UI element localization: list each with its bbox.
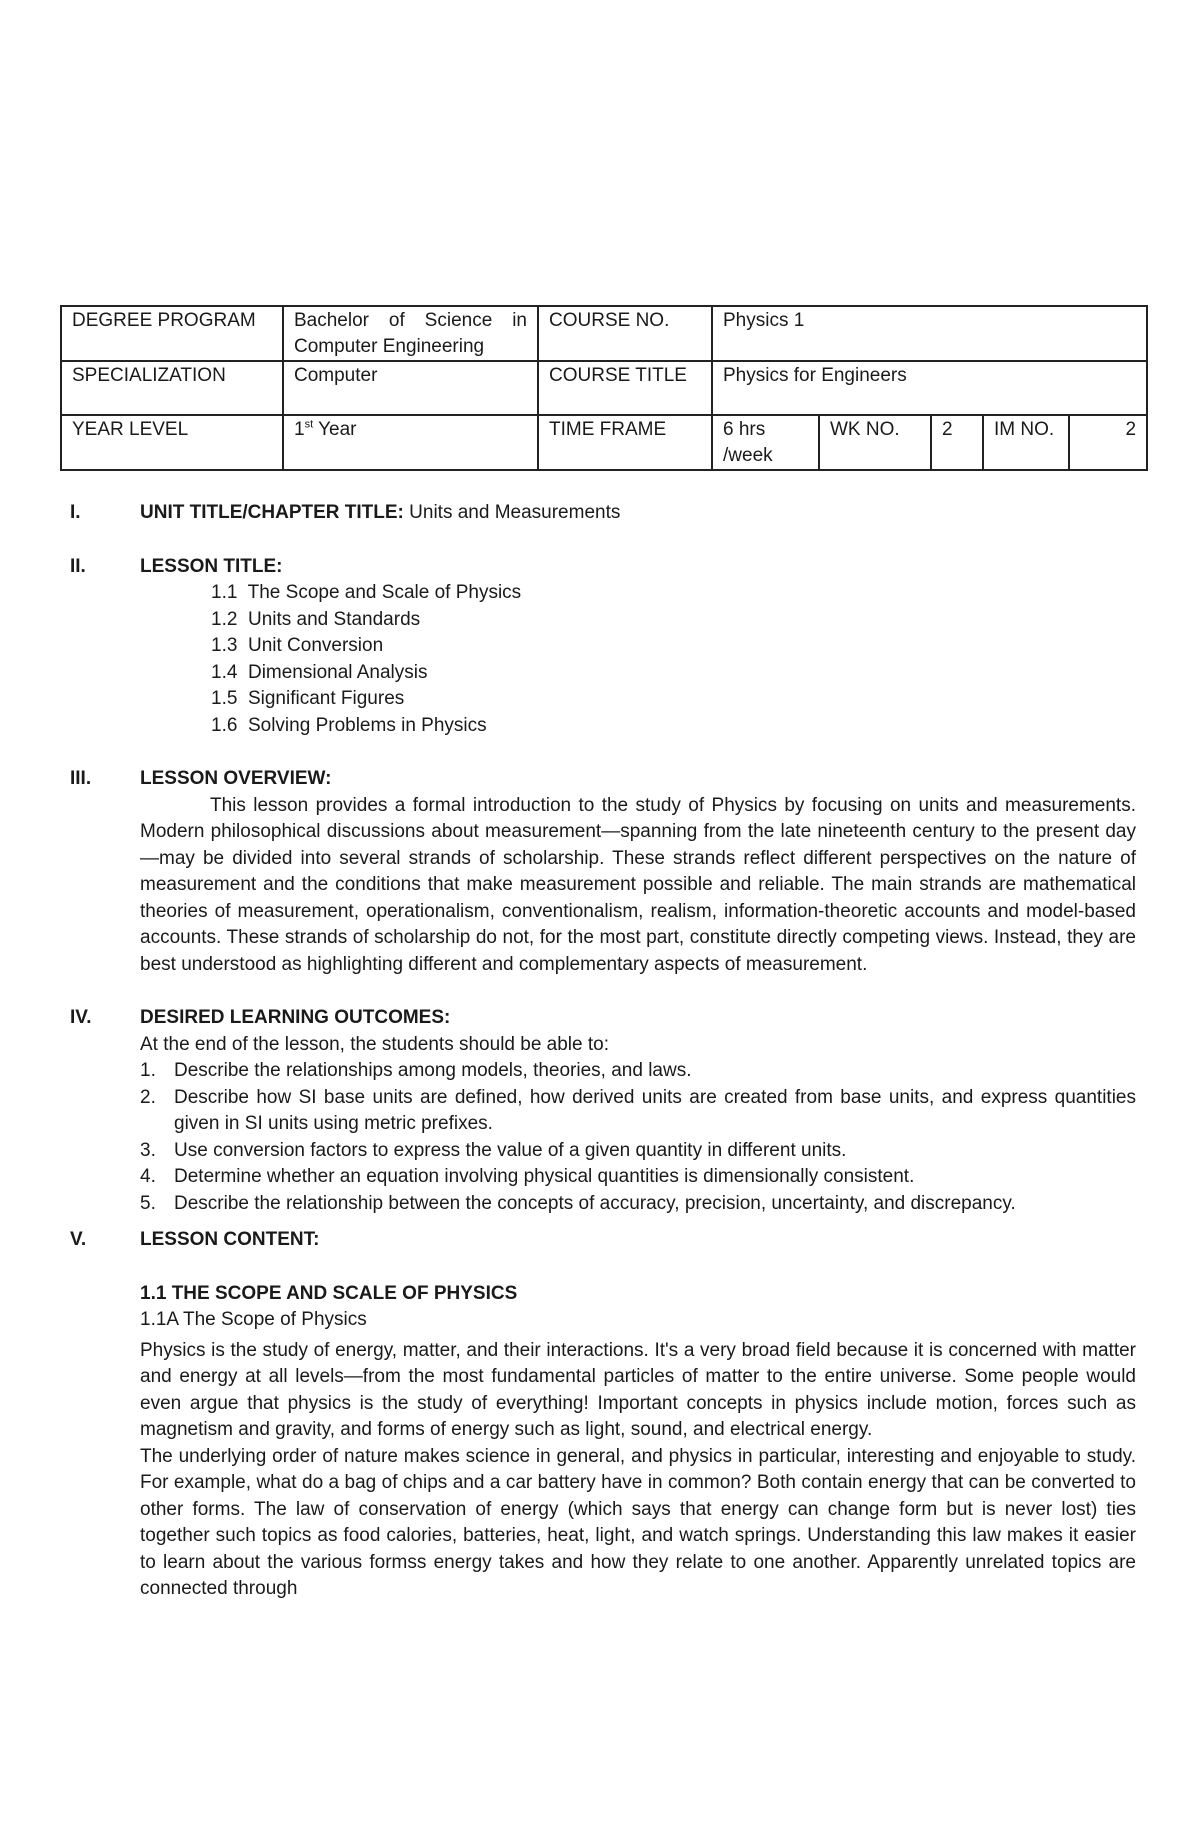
list-item: 1.6 Solving Problems in Physics <box>211 714 487 736</box>
section-heading: DESIRED LEARNING OUTCOMES: <box>140 1007 451 1028</box>
content-paragraph: The underlying order of nature makes science in general, and physics in particular, interesting and enjoyable to study. For example, what do a bag of chips and a car battery have in common? Both contain energy that can be converted to other forms. The law of conservation of energy (which says that energy can change form but is never lost) ties together such topics as food calories, batteries, heat, light, and watch springs. Understanding this law makes it easier to learn about the various formss energy takes and how they relate to one another. Apparently unrelated topics are connected through <box>140 1445 1136 1599</box>
list-item: 1.4 Dimensional Analysis <box>211 661 428 683</box>
degree-program-value: Bachelor of Science in Computer Engineering <box>283 306 538 361</box>
content-paragraph: Physics is the study of energy, matter, and their interactions. It's a very broad field because it is concerned with matter and energy at all levels—from the most fundamental particles of matter to the entire universe. Some people would even argue that physics is the study of everything! Important concepts in physics include motion, forces such as magnetism and gravity, and forms of energy such as light, sound, and electrical energy. <box>140 1339 1136 1440</box>
time-frame-value: 6 hrs /week <box>712 415 819 470</box>
section-heading: LESSON TITLE: <box>140 555 283 577</box>
content-heading: 1.1 THE SCOPE AND SCALE OF PHYSICS <box>140 1282 518 1304</box>
time-frame-label: TIME FRAME <box>538 415 712 470</box>
section-learning-outcomes <box>70 1005 1136 1032</box>
section-number: IV. <box>70 1007 92 1028</box>
document-body <box>70 500 1136 1603</box>
list-item: 2. Describe how SI base units are defined, how derived units are created from base units, and express quantities given in SI units using metric prefixes. <box>140 1086 1136 1134</box>
overview-paragraph: This lesson provides a formal introduction to the study of Physics by focusing on units and measurements. Modern philosophical discussions about measurement—spanning from the late nineteenth century to the present day—may be divided into several strands of scholarship. These strands reflect different perspectives on the nature of measurement and the conditions that make measurement possible and reliable. The main strands are mathematical theories of measurement, operationalism, conventionalism, realism, information-theoretic accounts and model-based accounts. These strands of scholarship do not, for the most part, constitute directly competing views. Instead, they are best understood as highlighting different and complementary aspects of measurement. <box>140 794 1136 975</box>
list-item: 3. Use conversion factors to express the value of a given quantity in different units. <box>140 1139 847 1161</box>
specialization-value: Computer <box>283 361 538 415</box>
year-level-label: YEAR LEVEL <box>61 415 283 470</box>
list-item: 1. Describe the relationships among models, theories, and laws. <box>140 1060 692 1081</box>
specialization-label: SPECIALIZATION <box>61 361 283 415</box>
list-item: 4. Determine whether an equation involving physical quantities is dimensionally consistent. <box>140 1166 915 1187</box>
table-row <box>61 415 1147 470</box>
table-row <box>61 361 1147 415</box>
content-subheading: 1.1A The Scope of Physics <box>140 1309 367 1330</box>
im-no-value: 2 <box>1069 415 1147 470</box>
list-item: 5. Describe the relationship between the concepts of accuracy, precision, uncertainty, and discrepancy. <box>140 1192 1016 1214</box>
course-title-label: COURSE TITLE <box>538 361 712 415</box>
section-lesson-content <box>70 1227 1136 1254</box>
section-number: V. <box>70 1229 87 1250</box>
week-no-label: WK NO. <box>819 415 931 470</box>
list-item: 1.1 The Scope and Scale of Physics <box>211 582 522 603</box>
section-number: I. <box>70 502 81 523</box>
table-row <box>61 306 1147 361</box>
section-number: III. <box>70 768 92 789</box>
section-heading: LESSON CONTENT: <box>140 1229 320 1250</box>
outcomes-list <box>70 1058 1136 1217</box>
lesson-title-list <box>70 580 1136 739</box>
section-heading: LESSON OVERVIEW: <box>140 768 332 789</box>
list-item: 1.5 Significant Figures <box>211 688 405 709</box>
section-lesson-title <box>70 554 1136 581</box>
section-heading: UNIT TITLE/CHAPTER TITLE: <box>140 502 404 523</box>
year-level-value: 1st Year <box>283 415 538 470</box>
im-no-label: IM NO. <box>983 415 1069 470</box>
section-lesson-overview <box>70 766 1136 793</box>
course-info-table <box>60 305 1148 471</box>
unit-title-value: Units and Measurements <box>403 502 621 523</box>
degree-program-label: DEGREE PROGRAM <box>61 306 283 361</box>
course-title-value: Physics for Engineers <box>712 361 1147 415</box>
week-no-value: 2 <box>931 415 983 470</box>
course-no-value: Physics 1 <box>712 306 1147 361</box>
list-item: 1.2 Units and Standards <box>211 608 421 630</box>
outcomes-intro: At the end of the lesson, the students should be able to: <box>140 1033 609 1055</box>
list-item: 1.3 Unit Conversion <box>211 635 384 656</box>
course-no-label: COURSE NO. <box>538 306 712 361</box>
section-number: II. <box>70 555 86 577</box>
section-unit-title <box>70 500 1136 527</box>
